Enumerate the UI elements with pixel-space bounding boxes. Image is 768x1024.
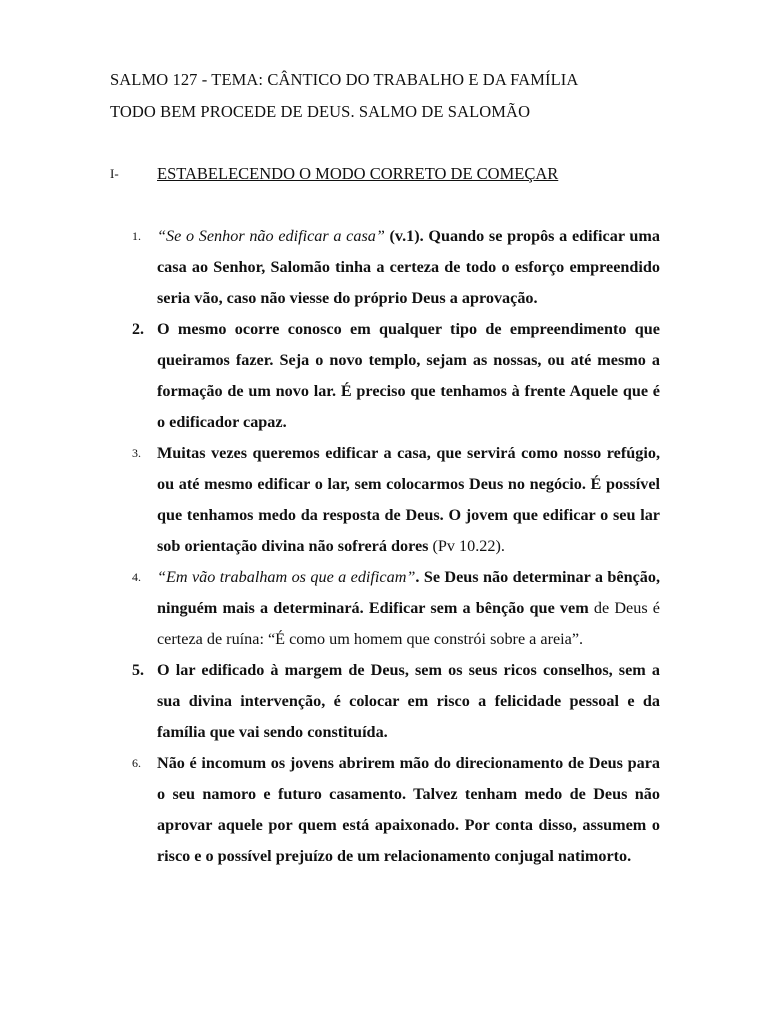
- list-item-number: 4.: [132, 570, 141, 584]
- list-item-body: Muitas vezes queremos edificar a casa, que servirá como nosso refúgio, ou até mesmo edificar o lar, sem colocarmos Deus no negócio. É possível que tenhamos medo da resposta de Deus. O jovem que edificar o seu lar sob orientação divina não sofrerá dores: [157, 444, 660, 555]
- verse-quote: “Se o Senhor não edificar a casa”: [157, 227, 385, 245]
- list-item: [110, 438, 660, 562]
- document-subtitle: TODO BEM PROCEDE DE DEUS. SALMO DE SALOMÃO: [110, 102, 531, 121]
- list-item: [110, 314, 660, 438]
- verse-reference: (Pv 10.22).: [428, 537, 505, 555]
- list-item-text: [157, 438, 660, 562]
- list-item-number: 2.: [132, 321, 144, 338]
- section-numeral: I-: [110, 166, 119, 181]
- list-item: [110, 748, 660, 872]
- list-item-text: [157, 562, 660, 655]
- list-item-number: 5.: [132, 662, 144, 679]
- verse-quote: “Em vão trabalham os que a edificam”: [157, 568, 416, 586]
- list-item-tail: de Deus é certeza de ruína: “É como um homem que constrói sobre a areia”.: [157, 599, 660, 648]
- list-item: [110, 655, 660, 748]
- document-title: SALMO 127 - TEMA: CÂNTICO DO TRABALHO E DA FAMÍLIA: [110, 70, 579, 89]
- list-item: [110, 562, 660, 655]
- list-item-text: [157, 221, 660, 314]
- list-item-body: Não é incomum os jovens abrirem mão do direcionamento de Deus para o seu namoro e futuro casamento. Talvez tenham medo de Deus não aprovar aquele por quem está apaixonado. Por conta disso, assumem o risco e o possível prejuízo de um relacionamento conjugal natimorto.: [157, 754, 660, 865]
- list-item-number: 1.: [132, 229, 141, 243]
- verse-reference: (v.1): [384, 227, 420, 245]
- list-item-body: . Se Deus não determinar a bênção, ninguém mais a determinará. Edificar sem a bênção que vem: [157, 568, 660, 617]
- list-item-body: . Quando se propôs a edificar uma casa ao Senhor, Salomão tinha a certeza de todo o esforço empreendido seria vão, caso não viesse do próprio Deus a aprovação.: [157, 227, 660, 307]
- list-item-number: 6.: [132, 756, 141, 770]
- list-item-body: O lar edificado à margem de Deus, sem os seus ricos conselhos, sem a sua divina intervenção, é colocar em risco a felicidade pessoal e da família que vai sendo constituída.: [157, 661, 660, 741]
- section-heading: ESTABELECENDO O MODO CORRETO DE COMEÇAR: [157, 164, 559, 183]
- list-item-number: 3.: [132, 446, 141, 460]
- numbered-list: [110, 221, 660, 872]
- list-item: [110, 221, 660, 314]
- list-item-body: O mesmo ocorre conosco em qualquer tipo de empreendimento que queiramos fazer. Seja o novo templo, sejam as nossas, ou até mesmo a formação de um novo lar. É preciso que tenhamos à frente Aquele que é o edificador capaz.: [157, 320, 660, 431]
